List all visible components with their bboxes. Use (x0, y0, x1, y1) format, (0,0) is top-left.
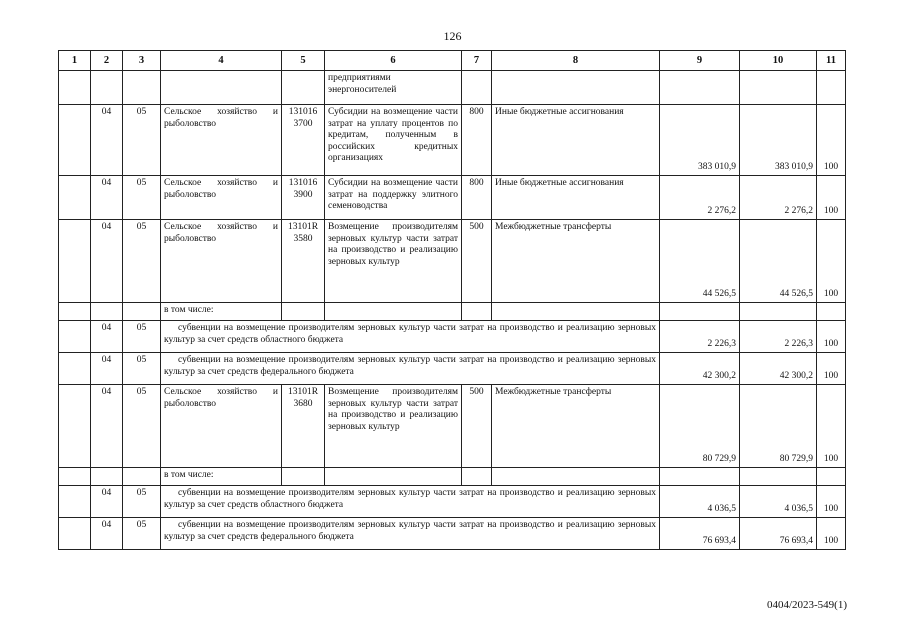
section-code-cell: 04 (91, 321, 123, 353)
amount-cell: 2 276,2 (660, 176, 740, 220)
section-code-cell: 04 (91, 105, 123, 176)
header-cell: 8 (492, 51, 660, 71)
expense-type-name-cell: Межбюджетные трансферты (492, 220, 660, 303)
expense-type-name-cell: Иные бюджетные ассигнования (492, 105, 660, 176)
amount-cell: 383 010,9 (740, 105, 817, 176)
target-article-cell: 131016 3900 (282, 176, 325, 220)
subsection-code-cell: 05 (123, 353, 161, 385)
amount-cell: 80 729,9 (740, 385, 817, 468)
subvention-description: субвенции на возмещение производителям зерновых культур части затрат на производство и реализацию зерновых культур за счет средств федерального бюджета (161, 518, 660, 550)
table-row (59, 486, 846, 518)
subvention-description: субвенции на возмещение производителям зерновых культур части затрат на производство и реализацию зерновых культур за счет средств областного бюджета (161, 486, 660, 518)
amount-cell: 44 526,5 (660, 220, 740, 303)
section-name-cell: Сельское хозяйство и рыболовство (161, 220, 282, 303)
subsection-code-cell: 05 (123, 518, 161, 550)
section-name-cell: Сельское хозяйство и рыболовство (161, 176, 282, 220)
expense-type-cell: 500 (462, 385, 492, 468)
table-row (59, 176, 846, 220)
amount-cell: 383 010,9 (660, 105, 740, 176)
subsection-code-cell: 05 (123, 176, 161, 220)
table-row (59, 71, 846, 105)
table-row (59, 220, 846, 303)
target-article-cell: 131016 3700 (282, 105, 325, 176)
percent-cell: 100 (817, 321, 846, 353)
subsection-code-cell: 05 (123, 321, 161, 353)
page-number: 126 (443, 29, 462, 43)
amount-cell: 42 300,2 (660, 353, 740, 385)
header-cell: 7 (462, 51, 492, 71)
header-cell: 9 (660, 51, 740, 71)
amount-cell: 42 300,2 (740, 353, 817, 385)
section-name-cell: Сельское хозяйство и рыболовство (161, 105, 282, 176)
expense-name-cell: Субсидии на возмещение части затрат на поддержку элитного семеноводства (325, 176, 462, 220)
expense-type-name-cell: Иные бюджетные ассигнования (492, 176, 660, 220)
header-cell: 6 (325, 51, 462, 71)
subvention-description: субвенции на возмещение производителям зерновых культур части затрат на производство и реализацию зерновых культур за счет средств областного бюджета (161, 321, 660, 353)
table-row (59, 385, 846, 468)
document-code: 0404/2023-549(1) (766, 599, 847, 611)
table-row (59, 105, 846, 176)
header-cell: 5 (282, 51, 325, 71)
header-cell: 10 (740, 51, 817, 71)
header-cell: 3 (123, 51, 161, 71)
section-code-cell: 04 (91, 385, 123, 468)
table-row (59, 518, 846, 550)
section-code-cell: 04 (91, 220, 123, 303)
including-label: в том числе: (161, 468, 282, 486)
table-row (59, 353, 846, 385)
section-code-cell: 04 (91, 176, 123, 220)
amount-cell: 2 226,3 (660, 321, 740, 353)
amount-cell: 4 036,5 (660, 486, 740, 518)
subsection-code-cell: 05 (123, 385, 161, 468)
section-code-cell: 04 (91, 486, 123, 518)
header-cell: 4 (161, 51, 282, 71)
header-cell: 11 (817, 51, 846, 71)
subsection-code-cell: 05 (123, 105, 161, 176)
amount-cell: 76 693,4 (660, 518, 740, 550)
table-row (59, 321, 846, 353)
target-article-cell: 13101R 3680 (282, 385, 325, 468)
amount-cell: 44 526,5 (740, 220, 817, 303)
percent-cell: 100 (817, 353, 846, 385)
target-article-cell: 13101R 3580 (282, 220, 325, 303)
expense-type-cell: 800 (462, 176, 492, 220)
amount-cell: 2 226,3 (740, 321, 817, 353)
table-row (59, 303, 846, 321)
expense-name-cell: Возмещение производителям зерновых культур части затрат на производство и реализацию зерновых культур (325, 220, 462, 303)
expense-name-cell: Возмещение производителям зерновых культур части затрат на производство и реализацию зерновых культур (325, 385, 462, 468)
percent-cell: 100 (817, 220, 846, 303)
percent-cell: 100 (817, 385, 846, 468)
percent-cell: 100 (817, 486, 846, 518)
section-code-cell: 04 (91, 518, 123, 550)
including-label: в том числе: (161, 303, 282, 321)
subsection-code-cell: 05 (123, 220, 161, 303)
amount-cell: 76 693,4 (740, 518, 817, 550)
section-code-cell: 04 (91, 353, 123, 385)
amount-cell: 80 729,9 (660, 385, 740, 468)
amount-cell: 4 036,5 (740, 486, 817, 518)
subvention-description: субвенции на возмещение производителям зерновых культур части затрат на производство и реализацию зерновых культур за счет средств федерального бюджета (161, 353, 660, 385)
percent-cell: 100 (817, 105, 846, 176)
subsection-code-cell: 05 (123, 486, 161, 518)
percent-cell: 100 (817, 176, 846, 220)
percent-cell: 100 (817, 518, 846, 550)
amount-cell: 2 276,2 (740, 176, 817, 220)
header-cell: 2 (91, 51, 123, 71)
header-cell: 1 (59, 51, 91, 71)
table-header-row (59, 51, 846, 71)
expense-name-cell: Субсидии на возмещение части затрат на уплату процентов по кредитам, полученным в российских кредитных организациях (325, 105, 462, 176)
expense-type-name-cell: Межбюджетные трансферты (492, 385, 660, 468)
expense-type-cell: 500 (462, 220, 492, 303)
section-name-cell: Сельское хозяйство и рыболовство (161, 385, 282, 468)
table-row (59, 468, 846, 486)
budget-table (58, 50, 846, 550)
expense-name-cell: предприятиями энергоносителей (325, 71, 462, 105)
expense-type-cell: 800 (462, 105, 492, 176)
